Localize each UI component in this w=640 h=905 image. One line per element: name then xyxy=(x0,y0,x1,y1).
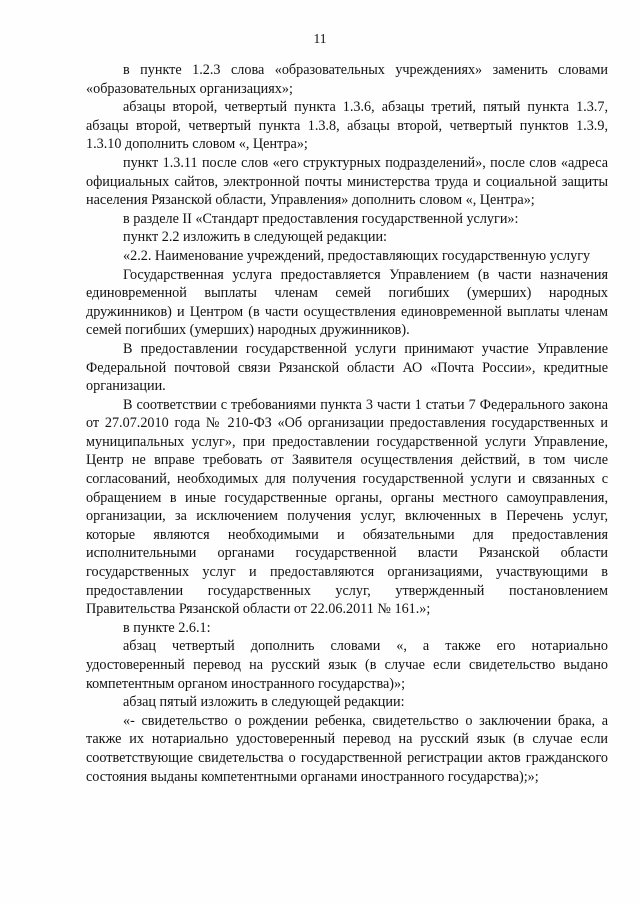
paragraph: Государственная услуга предоставляется Управлением (в части назначения единовременной выплаты членам семей погибших (умерших) народных дружинников) и Центром (в части осуществления единовременной выплаты членам семей погибших (умерших) народных дружинников). xyxy=(86,266,608,339)
paragraph: в разделе II «Стандарт предоставления государственной услуги»: xyxy=(123,210,519,227)
paragraph: абзацы второй, четвертый пункта 1.3.6, абзацы третий, пятый пункта 1.3.7, абзацы второй, четвертый пункта 1.3.8, абзацы второй, четвертый пунктов 1.3.9, 1.3.10 дополнить словом «, Центра»; xyxy=(86,99,608,153)
paragraph: пункт 2.2 изложить в следующей редакции: xyxy=(123,229,387,246)
paragraph: абзац пятый изложить в следующей редакции: xyxy=(123,694,405,711)
paragraph: в пункте 1.2.3 слова «образовательных учреждениях» заменить словами «образовательных организациях»; xyxy=(86,62,608,97)
paragraph: «- свидетельство о рождении ребенка, свидетельство о заключении брака, а также их нотариально удостоверенный перевод на русский язык (в случае если соответствующие свидетельства о государственной регистрации актов гражданского состояния выданы компетентными органами иностранного государства);»; xyxy=(86,712,608,785)
paragraph: в пункте 2.6.1: xyxy=(123,619,211,636)
paragraph: абзац четвертый дополнить словами «, а также его нотариально удостоверенный перевод на русский язык (в случае если свидетельство выдано компетентным органом иностранного государства)»; xyxy=(86,638,608,692)
document-body xyxy=(86,61,608,786)
paragraph: пункт 1.3.11 после слов «его структурных подразделений», после слов «адреса официальных сайтов, электронной почты министерства труда и социальной защиты населения Рязанской области, Управления» дополнить словом «, Центра»; xyxy=(86,154,608,209)
paragraph: В соответствии с требованиями пункта 3 части 1 статьи 7 Федерального закона от 27.07.2010 года № 210-ФЗ «Об организации предоставления государственных и муниципальных услуг», при предоставлении государственной услуги Управление, Центр не вправе требовать от Заявителя осуществления действий, в том числе согласований, необходимых для получения государственной услуги и связанных с обращением в иные государственные органы, органы местного самоуправления, организации, за исключением получения услуг, включенных в Перечень услуг, которые являются необходимыми и обязательными для предоставления исполнительными органами государственной власти Рязанской области государственных услуг и предоставляются организациями, участвующими в предоставлении государственных услуг, утвержденный постановлением Правительства Рязанской области от 22.06.2011 № 161.»; xyxy=(86,396,608,618)
page-number: 11 xyxy=(313,31,327,46)
paragraph: «2.2. Наименование учреждений, предоставляющих государственную услугу xyxy=(123,247,591,264)
paragraph: В предоставлении государственной услуги принимают участие Управление Федеральной почтовой связи Рязанской области АО «Почта России», кредитные организации. xyxy=(86,340,608,395)
